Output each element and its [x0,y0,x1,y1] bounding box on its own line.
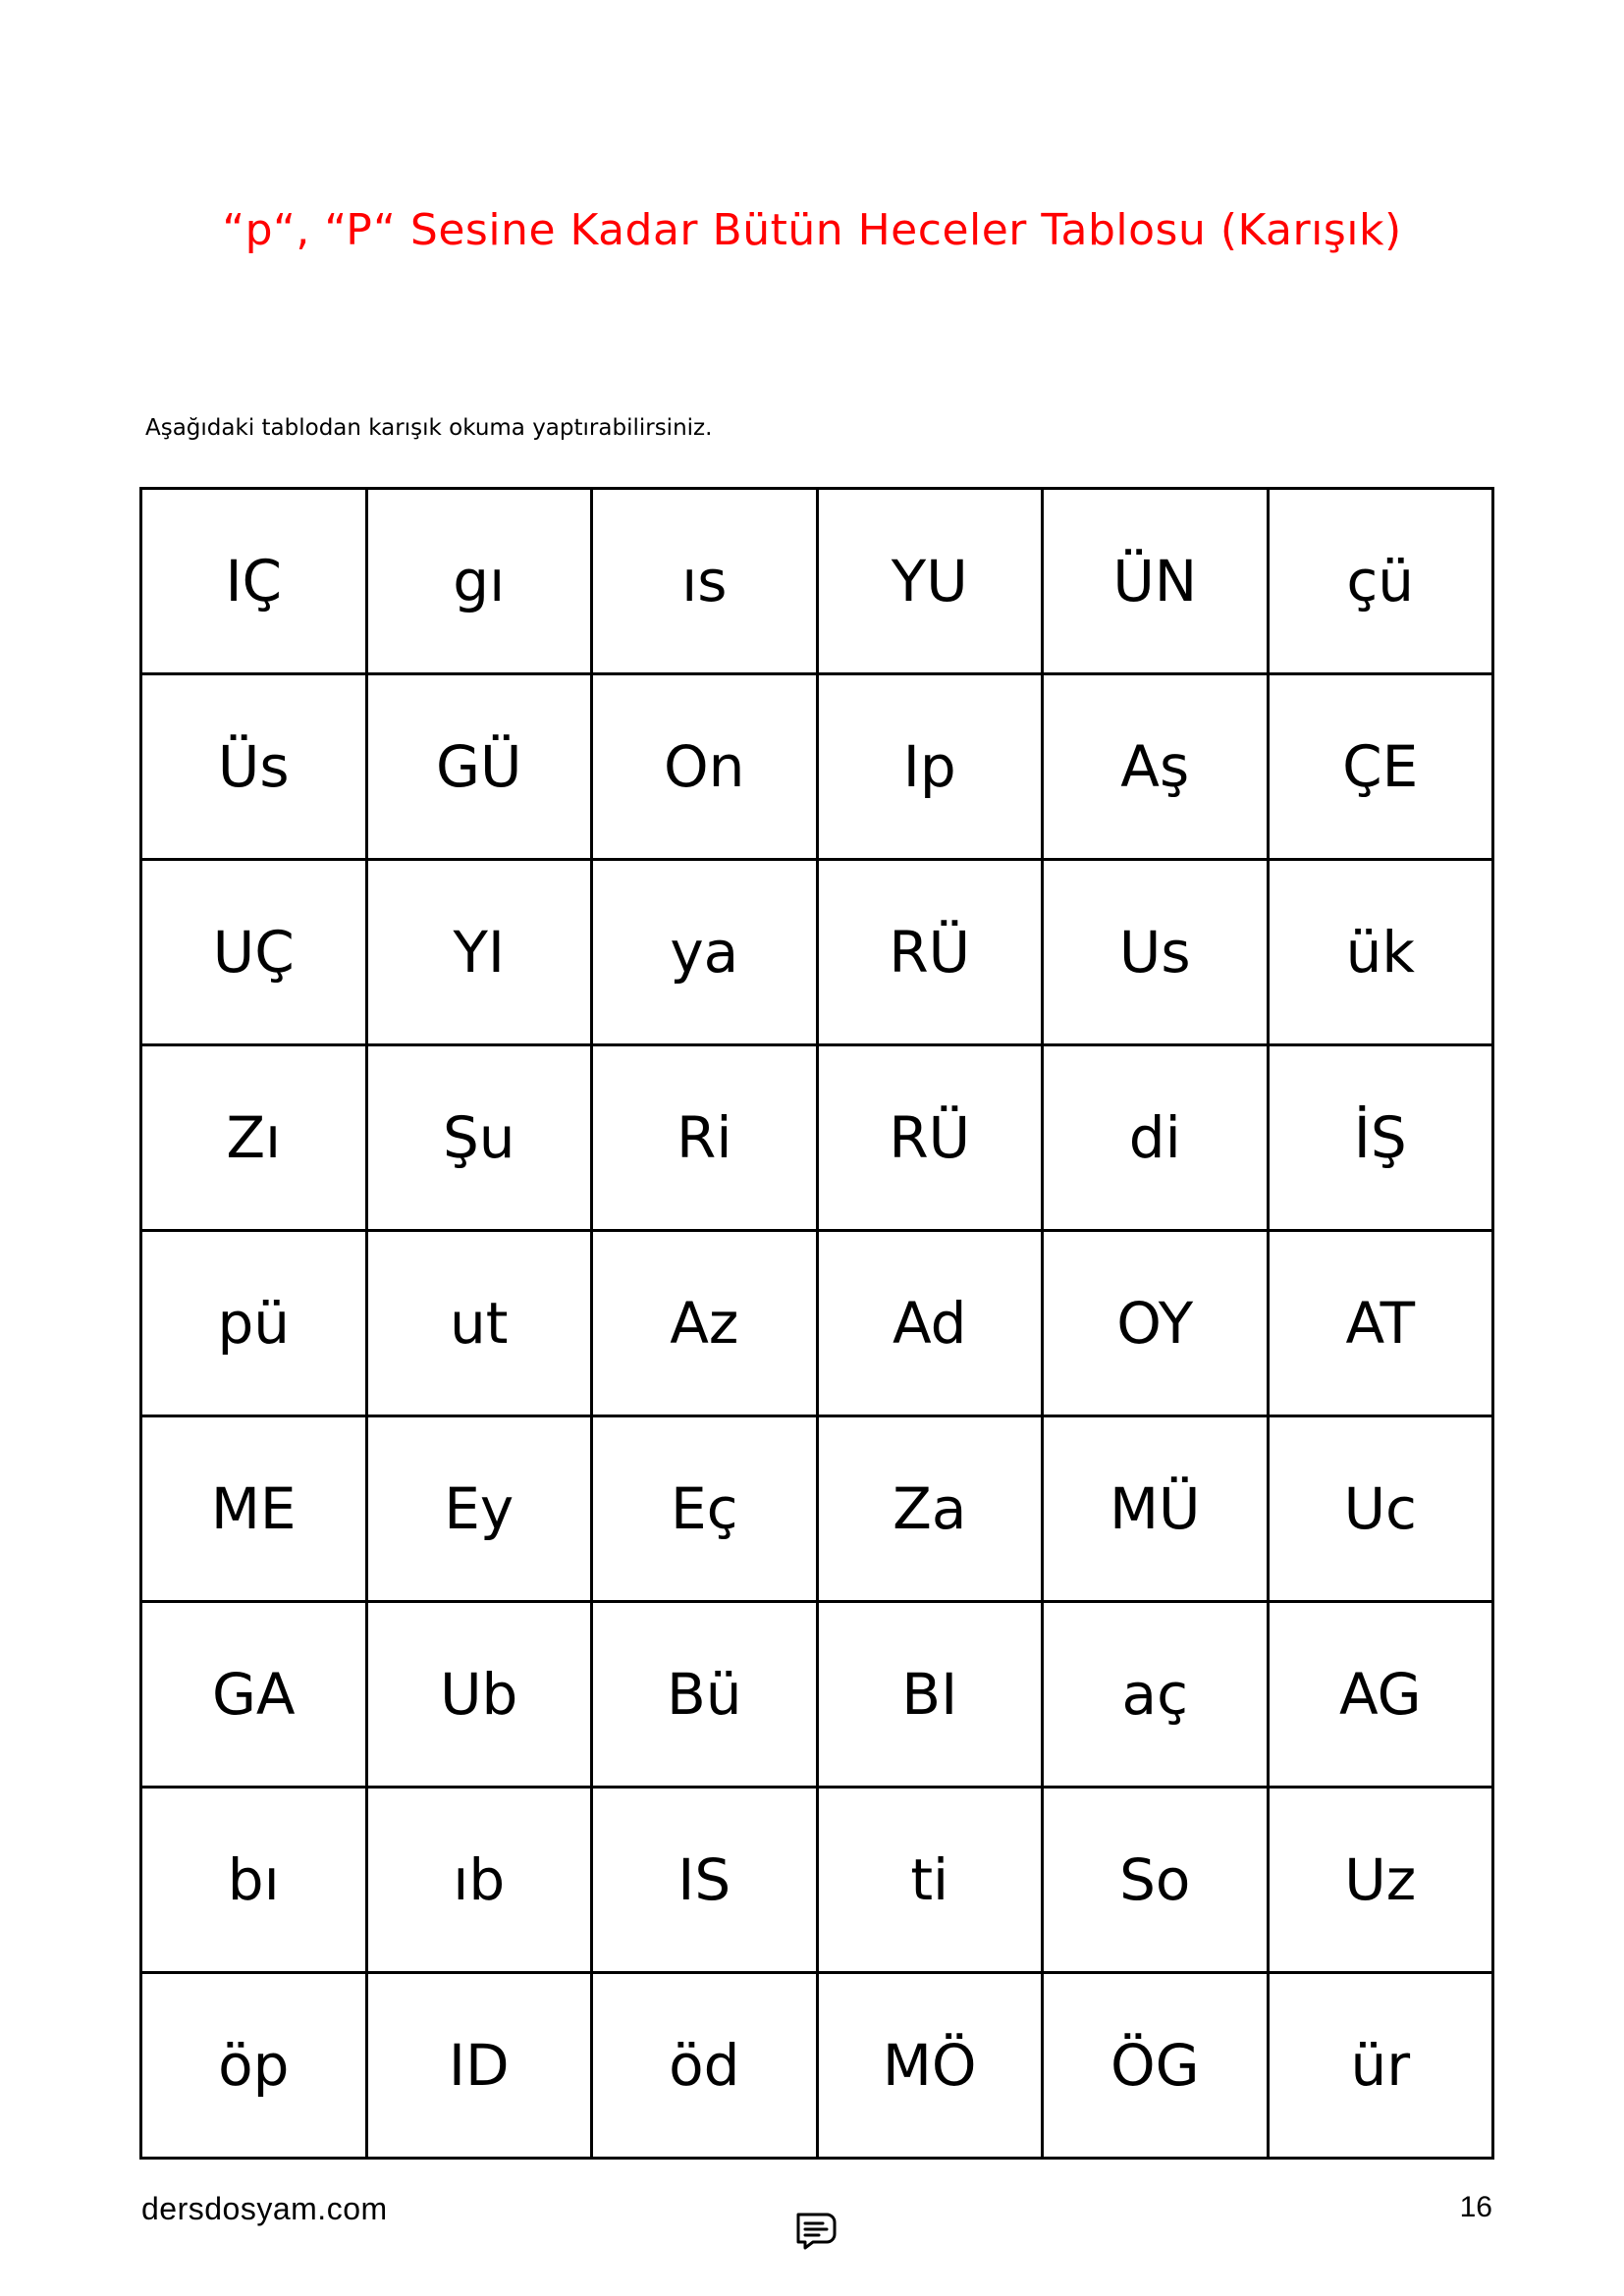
syllable-cell: aç [1043,1602,1269,1788]
syllable-cell: AT [1268,1231,1493,1416]
syllable-cell: Ub [366,1602,592,1788]
table-row [141,674,1493,860]
page-number: 16 [1459,2191,1492,2223]
syllable-cell: RÜ [817,1045,1043,1231]
syllable-cell: Şu [366,1045,592,1231]
syllable-cell: gı [366,489,592,674]
syllable-cell: GÜ [366,674,592,860]
document-lines-icon [793,2211,839,2250]
syllable-table [139,487,1494,2160]
syllable-cell: ıs [592,489,818,674]
syllable-cell: OY [1043,1231,1269,1416]
syllable-cell: ıb [366,1788,592,1973]
syllable-cell: YI [366,860,592,1045]
syllable-cell: Ad [817,1231,1043,1416]
syllable-cell: Eç [592,1416,818,1602]
syllable-cell: çü [1268,489,1493,674]
syllable-cell: ID [366,1973,592,2159]
syllable-cell: ME [141,1416,367,1602]
page-title: “p“, “P“ Sesine Kadar Bütün Heceler Tablosu (Karışık) [222,205,1402,255]
syllable-cell: ti [817,1788,1043,1973]
syllable-cell: MÜ [1043,1416,1269,1602]
syllable-cell: öp [141,1973,367,2159]
syllable-cell: Ri [592,1045,818,1231]
table-row [141,1416,1493,1602]
syllable-cell: UÇ [141,860,367,1045]
syllable-cell: Us [1043,860,1269,1045]
syllable-cell: bı [141,1788,367,1973]
syllable-cell: di [1043,1045,1269,1231]
syllable-cell: AG [1268,1602,1493,1788]
syllable-cell: GA [141,1602,367,1788]
syllable-cell: BI [817,1602,1043,1788]
syllable-cell: İŞ [1268,1045,1493,1231]
syllable-cell: ür [1268,1973,1493,2159]
syllable-cell: ÜN [1043,489,1269,674]
syllable-cell: On [592,674,818,860]
table-row [141,860,1493,1045]
footer-site-name: dersdosyam.com [141,2191,388,2226]
table-row [141,1973,1493,2159]
syllable-cell: ük [1268,860,1493,1045]
syllable-cell: Ip [817,674,1043,860]
syllable-cell: Zı [141,1045,367,1231]
syllable-cell: ut [366,1231,592,1416]
syllable-cell: MÖ [817,1973,1043,2159]
syllable-cell: öd [592,1973,818,2159]
syllable-cell: So [1043,1788,1269,1973]
syllable-cell: Üs [141,674,367,860]
syllable-cell: Uc [1268,1416,1493,1602]
syllable-cell: Uz [1268,1788,1493,1973]
syllable-cell: Za [817,1416,1043,1602]
syllable-cell: RÜ [817,860,1043,1045]
syllable-cell: Az [592,1231,818,1416]
table-row [141,1231,1493,1416]
syllable-cell: YU [817,489,1043,674]
table-row [141,1602,1493,1788]
syllable-cell: IS [592,1788,818,1973]
table-row [141,489,1493,674]
instruction-text: Aşağıdaki tablodan karışık okuma yaptırabilirsiniz. [145,415,713,441]
table-row [141,1045,1493,1231]
syllable-cell: Ey [366,1416,592,1602]
table-row [141,1788,1493,1973]
syllable-cell: ya [592,860,818,1045]
syllable-cell: Bü [592,1602,818,1788]
syllable-cell: pü [141,1231,367,1416]
syllable-cell: Aş [1043,674,1269,860]
syllable-cell: ÇE [1268,674,1493,860]
syllable-cell: ÖG [1043,1973,1269,2159]
syllable-cell: IÇ [141,489,367,674]
